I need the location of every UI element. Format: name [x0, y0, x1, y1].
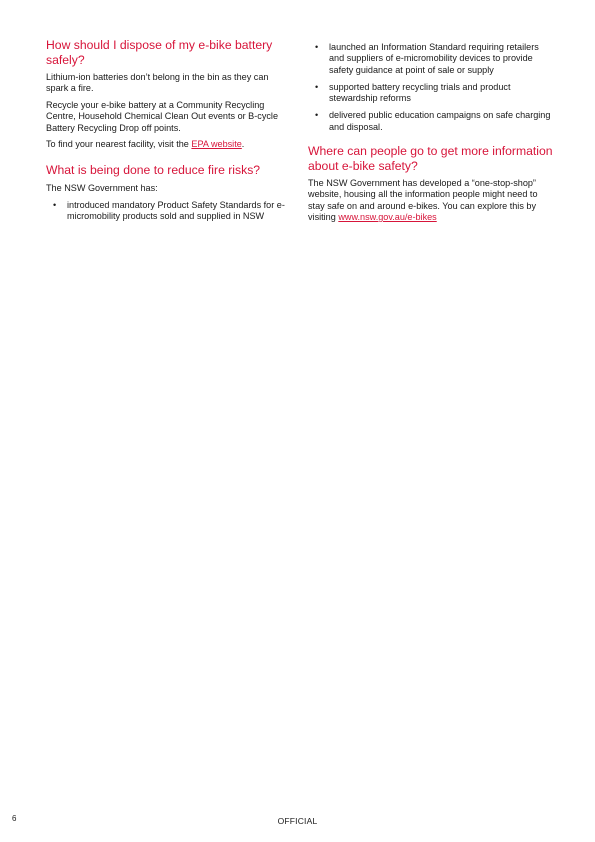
- bullet-icon: •: [315, 110, 319, 121]
- list-item-text: supported battery recycling trials and product stewardship reforms: [329, 81, 511, 104]
- bullet-icon: •: [315, 81, 319, 92]
- list-item: [308, 110, 553, 133]
- fire-measures-list-continued: [308, 42, 553, 133]
- list-item: [46, 200, 288, 223]
- nsw-ebikes-link[interactable]: www.nsw.gov.au/e-bikes: [338, 211, 437, 222]
- list-item-text: launched an Information Standard requiring retailers and suppliers of e-micromobility devices to provide safety guidance at point of sale or supply: [329, 42, 539, 75]
- list-item-text: introduced mandatory Product Safety Standards for e-micromobility products sold and supplied in NSW: [67, 199, 285, 221]
- more-info-heading: Where can people go to get more information about e-bike safety?: [308, 144, 553, 173]
- dispose-paragraph-3: [46, 139, 288, 150]
- list-item: [308, 42, 553, 76]
- more-info-paragraph: [308, 178, 553, 223]
- fire-risks-heading: What is being done to reduce fire risks?: [46, 163, 261, 178]
- bullet-icon: •: [315, 42, 319, 52]
- more-info-text: The NSW Government has developed a “one-stop-shop” website, housing all the information people might need to stay safe on and around e-bikes. You can explore this by visiting: [308, 178, 538, 222]
- dispose-p3-prefix: To find your nearest facility, visit the: [46, 139, 192, 150]
- dispose-paragraph-1: Lithium-ion batteries don’t belong in the bin as they can spark a fire.: [46, 72, 269, 94]
- page-number: 6: [12, 814, 17, 823]
- left-column: [46, 38, 288, 228]
- epa-website-link[interactable]: EPA website: [191, 139, 242, 150]
- classification-label: OFFICIAL: [277, 816, 318, 826]
- right-column: [308, 38, 553, 229]
- dispose-p3-suffix: .: [241, 139, 245, 150]
- dispose-heading: How should I dispose of my e-bike battery safely?: [46, 38, 273, 67]
- list-item: [308, 82, 553, 105]
- dispose-paragraph-2: Recycle your e-bike battery at a Community Recycling Centre, Household Chemical Clean Out events or B-cycle Battery Recycling Drop off points.: [46, 100, 278, 133]
- list-item-text: delivered public education campaigns on safe charging and disposal.: [329, 110, 551, 132]
- fire-measures-list: [46, 200, 288, 223]
- bullet-icon: •: [53, 199, 57, 210]
- fire-intro: The NSW Government has:: [46, 182, 158, 193]
